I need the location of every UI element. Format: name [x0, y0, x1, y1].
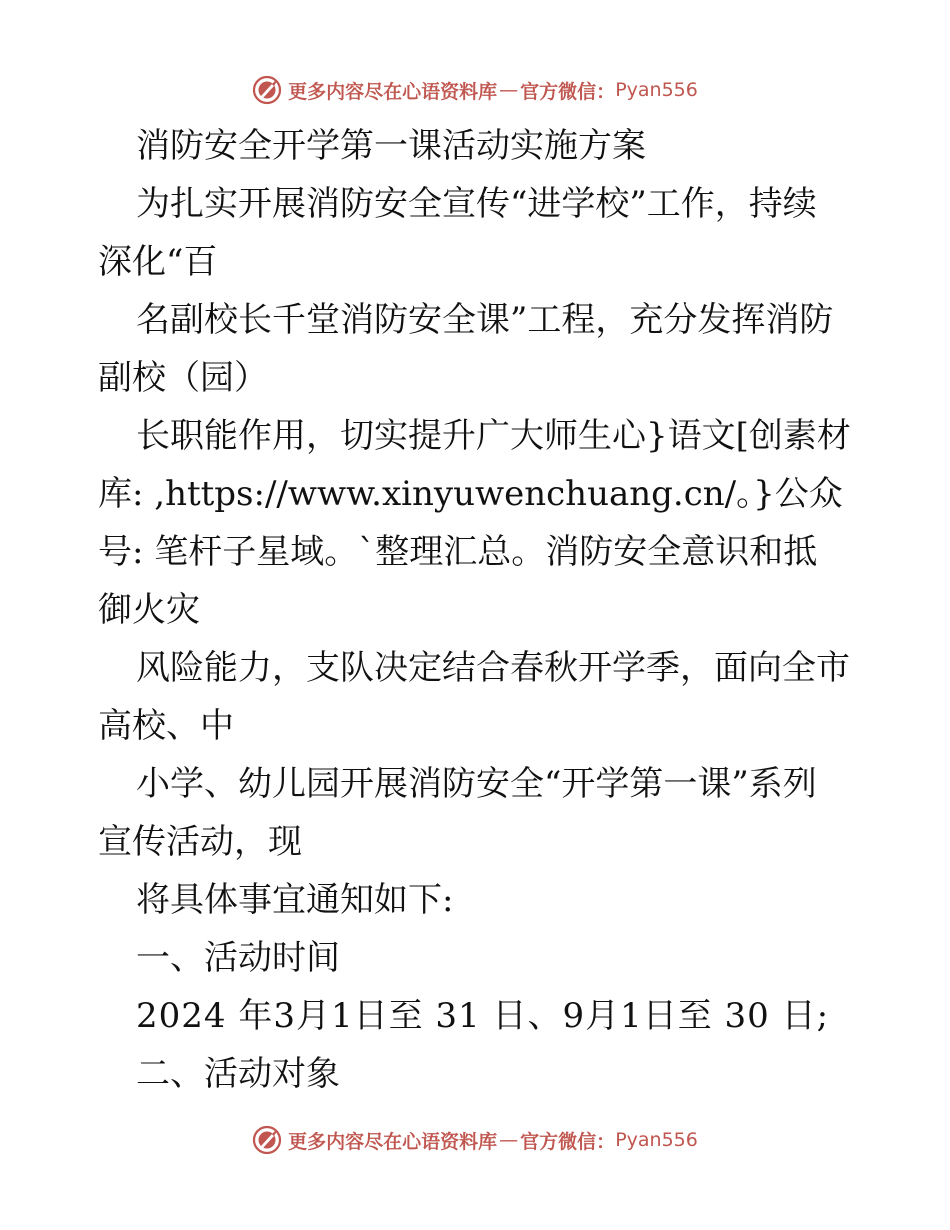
body-line: 号: 笔杆子星域。`整理汇总。消防安全意识和抵: [98, 532, 818, 572]
header-wechat-label: 官方微信：: [520, 80, 616, 103]
body-line: 长职能作用，切实提升广大师生心}语文[创素材: [136, 416, 851, 456]
section-heading-target: 二、活动对象: [136, 1054, 340, 1094]
quill-logo-icon: [252, 1125, 282, 1155]
footer-separator: —: [499, 1129, 519, 1151]
section-heading-time: 一、活动时间: [136, 938, 340, 978]
document-title: 消防安全开学第一课活动实施方案: [136, 126, 646, 166]
quill-logo-icon: [252, 75, 282, 105]
body-line: 名副校长千堂消防安全课”工程，充分发挥消防: [136, 300, 834, 340]
body-line: 为扎实开展消防安全宣传“进学校”工作，持续: [136, 184, 817, 224]
header-banner: [0, 70, 950, 110]
header-brand-text: 更多内容尽在心语资料库: [288, 80, 498, 103]
activity-dates: 2024 年3月1日至 31 日、9月1日至 30 日;: [136, 996, 830, 1036]
header-wechat-id: Pyan556: [615, 79, 698, 101]
body-line: 小学、幼儿园开展消防安全“开学第一课”系列: [136, 764, 817, 804]
body-line: 高校、中: [98, 706, 234, 746]
body-line: 宣传活动，现: [98, 822, 302, 862]
body-line: 御火灾: [98, 590, 200, 630]
body-line: 风险能力，支队决定结合春秋开学季，面向全市: [136, 648, 850, 688]
document-body: [98, 117, 858, 1103]
footer-banner: [0, 1120, 950, 1160]
header-separator: —: [499, 79, 519, 101]
body-line: 深化“百: [98, 242, 218, 282]
body-line: 副校（园）: [98, 358, 268, 398]
footer-brand-text: 更多内容尽在心语资料库: [288, 1130, 498, 1153]
footer-wechat-label: 官方微信：: [520, 1130, 616, 1153]
footer-wechat-id: Pyan556: [615, 1129, 698, 1151]
body-line: 库: ,https://www.xinyuwenchuang.cn/。}公众: [98, 474, 843, 514]
body-line: 将具体事宜通知如下:: [136, 880, 454, 920]
